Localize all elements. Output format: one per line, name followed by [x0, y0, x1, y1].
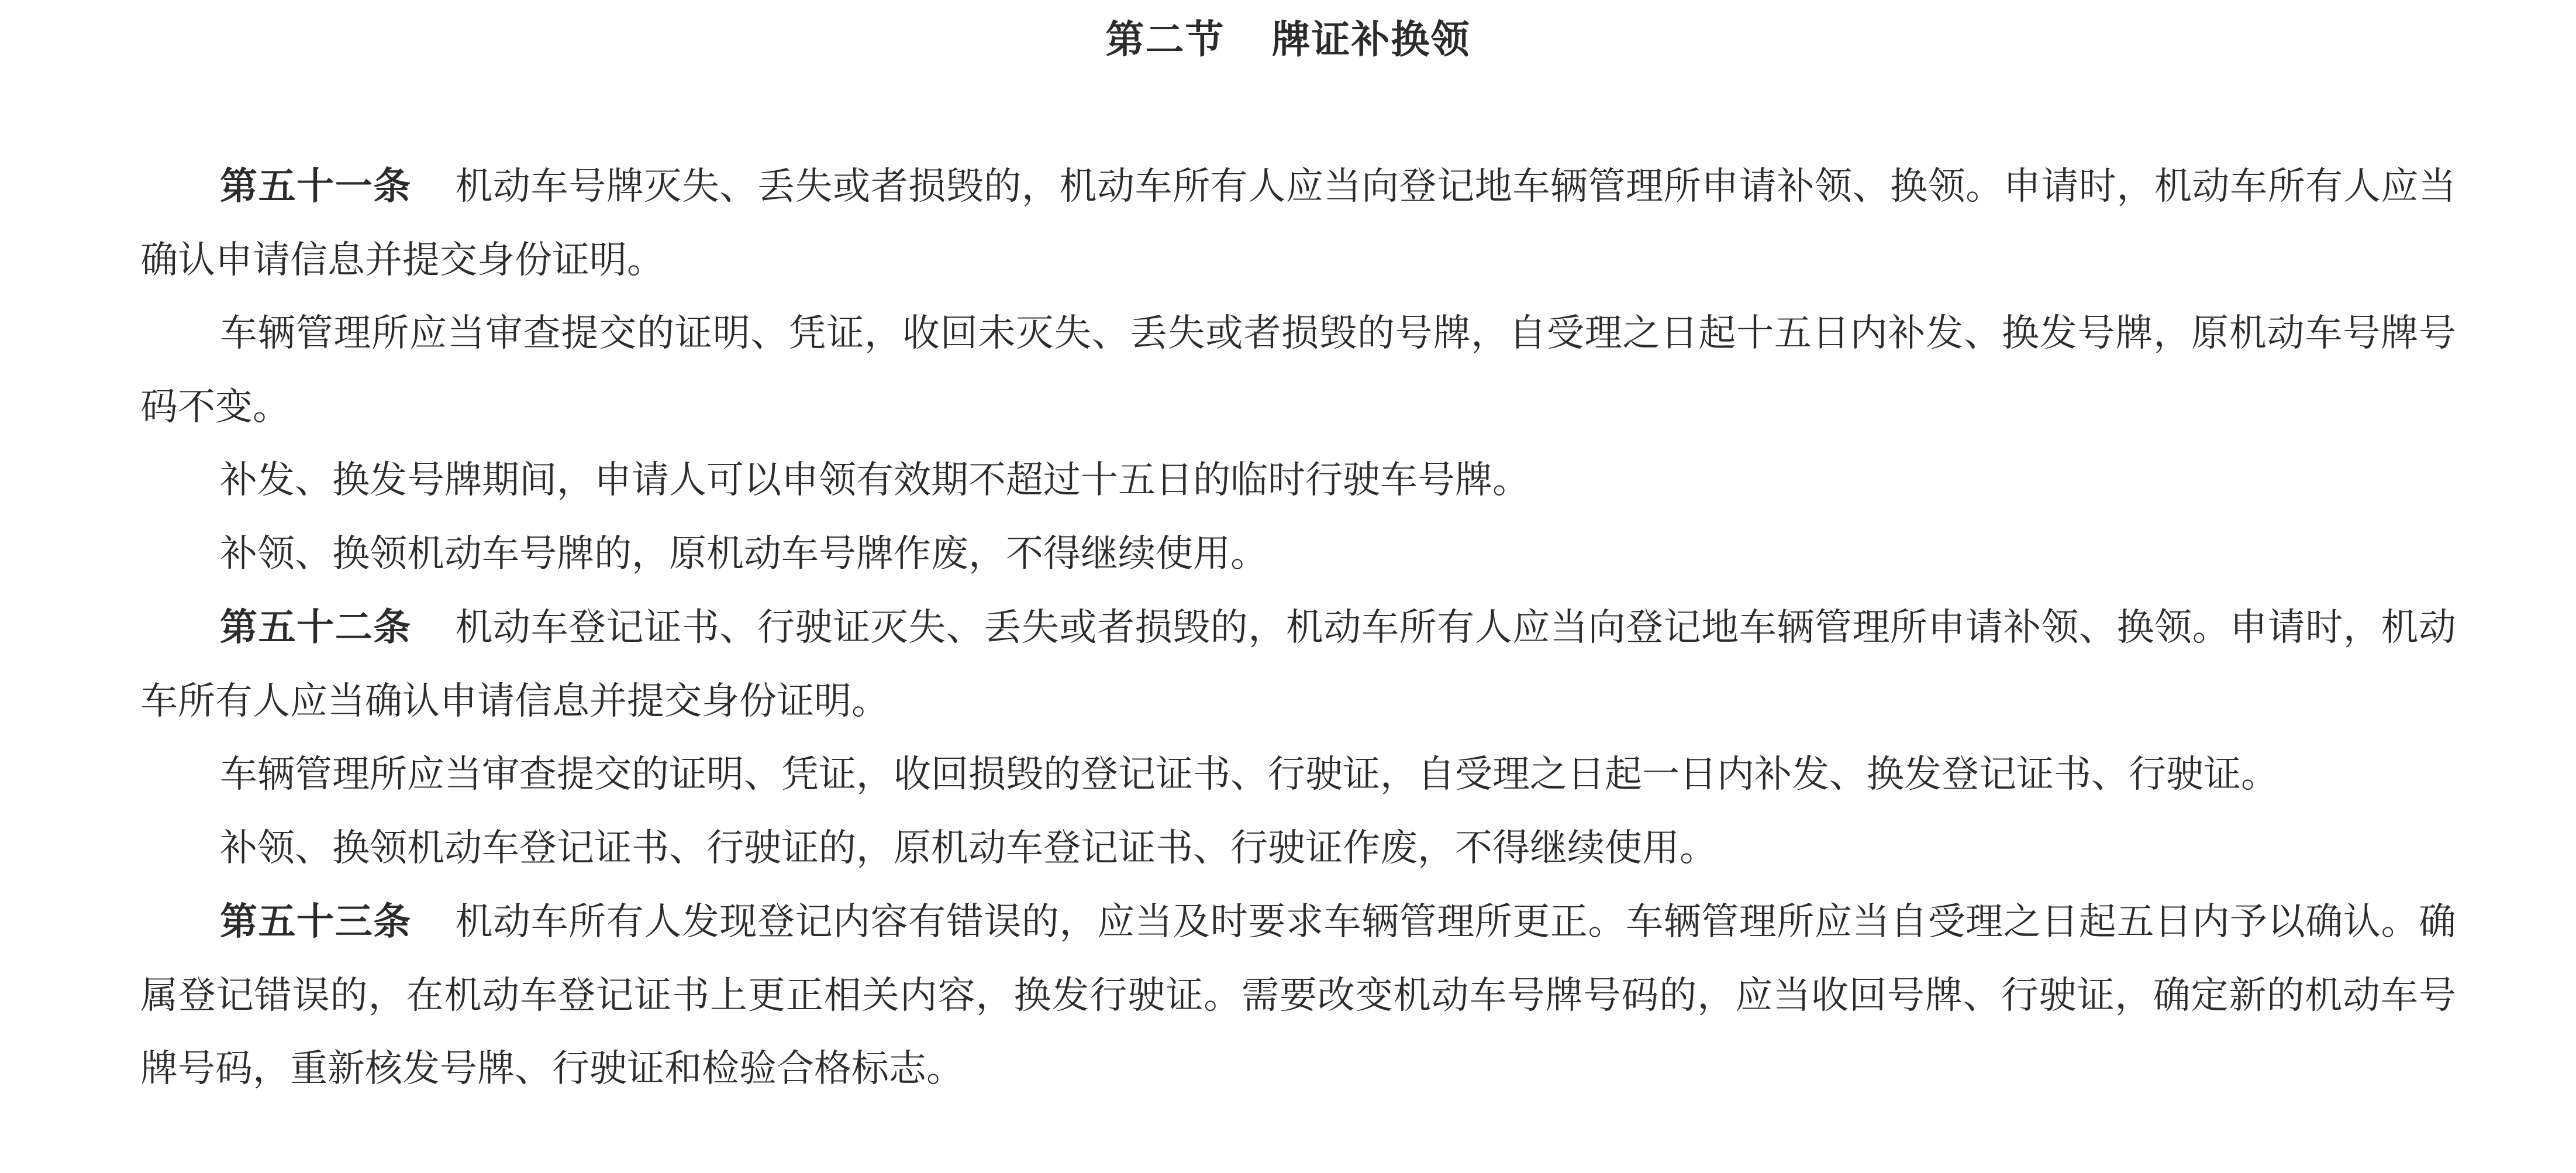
paragraph-text: 机动车号牌灭失、丢失或者损毁的，机动车所有人应当向登记地车辆管理所申请补领、换领。申请时，机动车所有人应当确认申请信息并提交身份证明。 [140, 165, 2457, 282]
paragraph-text: 补领、换领机动车登记证书、行驶证的，原机动车登记证书、行驶证作废，不得继续使用。 [220, 826, 1717, 870]
section-heading [0, 13, 2576, 66]
paragraph [140, 518, 2456, 591]
paragraph-text: 补发、换发号牌期间，申请人可以申领有效期不超过十五日的临时行驶车号牌。 [220, 459, 1530, 502]
section-number: 第二节 [1105, 16, 1225, 62]
paragraph-text: 车辆管理所应当审查提交的证明、凭证，收回损毁的登记证书、行驶证，自受理之日起一日内补发、换发登记证书、行驶证。 [220, 753, 2278, 796]
paragraph-article-53 [140, 885, 2456, 1106]
paragraph-text: 机动车登记证书、行驶证灭失、丢失或者损毁的，机动车所有人应当向登记地车辆管理所申请补领、换领。申请时，机动车所有人应当确认申请信息并提交身份证明。 [140, 606, 2457, 723]
paragraph-text: 补领、换领机动车号牌的，原机动车号牌作废，不得继续使用。 [220, 532, 1268, 576]
article-number: 第五十三条 [220, 900, 412, 944]
paragraph-text: 机动车所有人发现登记内容有错误的，应当及时要求车辆管理所更正。车辆管理所应当自受理之日起五日内予以确认。确属登记错误的，在机动车登记证书上更正相关内容，换发行驶证。需要改变机动车号牌号码的，应当收回号牌、行驶证，确定新的机动车号牌号码，重新核发号牌、行驶证和检验合格标志。 [140, 900, 2457, 1091]
paragraph [140, 738, 2456, 812]
article-number: 第五十二条 [220, 606, 412, 649]
paragraph-article-52 [140, 591, 2456, 738]
paragraph-text: 车辆管理所应当审查提交的证明、凭证，收回未灭失、丢失或者损毁的号牌，自受理之日起十五日内补发、换发号牌，原机动车号牌号码不变。 [140, 312, 2456, 429]
article-number: 第五十一条 [220, 164, 412, 208]
section-title-text: 牌证补换领 [1271, 16, 1471, 62]
paragraph [140, 297, 2456, 444]
paragraph [140, 444, 2456, 518]
document-body [140, 150, 2456, 1106]
paragraph [140, 812, 2456, 886]
paragraph-article-51 [140, 150, 2456, 297]
